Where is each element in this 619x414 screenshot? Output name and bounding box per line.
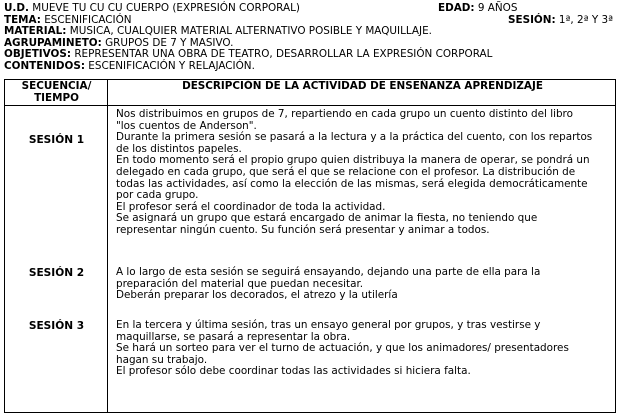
contenidos-line bbox=[4, 61, 255, 73]
column-header-descripcion: DESCRIPCIÓN DE LA ACTIVIDAD DE ENSEÑANZA APRENDIZAJE bbox=[182, 80, 543, 92]
text-line: "los cuentos de Anderson". bbox=[116, 119, 257, 132]
text-line: de los distintos papeles. bbox=[116, 142, 242, 155]
text-line: hagan su trabajo. bbox=[116, 353, 208, 366]
text-line: Se asignará un grupo que estará encargado de animar la fiesta, no teniendo que bbox=[116, 212, 538, 225]
text-line: por cada grupo. bbox=[116, 189, 199, 202]
text-line: En todo momento será el propio grupo quien distribuya la manera de operar, se pondrá un bbox=[116, 154, 590, 167]
column-header-secuencia-line1: SECUENCIA/ bbox=[21, 80, 92, 92]
agrupamiento-value: GRUPOS DE 7 Y MASIVO. bbox=[101, 36, 234, 49]
text-line: maquillarse, se pasará a representar la obra. bbox=[116, 330, 351, 343]
text-line: A lo largo de esta sesión se seguirá ensayando, dejando una parte de ella para la bbox=[116, 266, 541, 278]
text-line: preparación del material que puedan necesitar. bbox=[116, 277, 364, 290]
activity-table bbox=[4, 79, 616, 413]
column-header-secuencia bbox=[5, 81, 108, 104]
agrupamiento-label: AGRUPAMINETO: bbox=[4, 36, 102, 49]
sesion-label: SESIÓN: bbox=[508, 13, 556, 26]
tema-value: ESCENIFICACIÓN bbox=[40, 13, 132, 26]
text-line: El profesor sólo debe coordinar todas las actividades si hiciera falta. bbox=[116, 365, 471, 378]
text-line: representar ningún cuento. Su función será presentar y animar a todos. bbox=[116, 223, 490, 236]
column-header-secuencia-line2: TIEMPO bbox=[34, 91, 79, 104]
session-1-label: SESIÓN 1 bbox=[28, 134, 85, 146]
text-line: El profesor será el coordinador de toda la actividad. bbox=[116, 200, 386, 213]
contenidos-label: CONTENIDOS: bbox=[4, 60, 85, 72]
session-2-label: SESIÓN 2 bbox=[28, 267, 85, 279]
ud-value: MUEVE TU CU CU CUERPO (EXPRESIÓN CORPORAL) bbox=[28, 2, 300, 14]
material-value: MUSICA, CUALQUIER MATERIAL ALTERNATIVO POSIBLE Y MAQUILLAJE. bbox=[66, 25, 432, 38]
text-line: todas las actividades, así como la elección de las mismas, será elegida democráticamente bbox=[116, 177, 588, 190]
sesion-value: 1ª, 2ª Y 3ª bbox=[555, 13, 614, 26]
text-line: delegado en cada grupo, que será el que se relacione con el profesor. La distribución de bbox=[116, 165, 576, 178]
tema-label: TEMA: bbox=[4, 13, 41, 26]
sesion-line bbox=[508, 15, 613, 27]
contenidos-value: ESCENIFICACIÓN Y RELAJACIÓN. bbox=[85, 60, 255, 72]
text-line: Nos distribuimos en grupos de 7, repartiendo en cada grupo un cuento distinto del libro bbox=[116, 108, 573, 120]
session-2-description bbox=[116, 267, 611, 302]
material-label: MATERIAL: bbox=[4, 25, 67, 38]
session-3-description bbox=[116, 320, 611, 378]
session-1-description bbox=[116, 109, 611, 237]
text-line: Deberán preparar los decorados, el atrezo y la utilería bbox=[116, 289, 398, 302]
text-line: Durante la primera sesión se pasará a la lectura y a la práctica del cuento, con los repartos bbox=[116, 131, 593, 144]
edad-label: EDAD: bbox=[438, 2, 475, 14]
session-3-label: SESIÓN 3 bbox=[28, 320, 85, 332]
edad-line bbox=[438, 3, 517, 15]
ud-label: U.D. bbox=[4, 2, 29, 14]
text-line: En la tercera y última sesión, tras un ensayo general por grupos, y tras vestirse y bbox=[116, 319, 541, 331]
objetivos-value: REPRESENTAR UNA OBRA DE TEATRO, DESARROLLAR LA EXPRESIÓN CORPORAL bbox=[71, 48, 493, 61]
column-divider bbox=[5, 80, 108, 412]
text-line: Se hará un sorteo para ver el turno de actuación, y que los animadores/ presentadores bbox=[116, 342, 569, 355]
objetivos-label: OBJETIVOS: bbox=[4, 48, 72, 61]
edad-value: 9 AÑOS bbox=[474, 2, 518, 14]
